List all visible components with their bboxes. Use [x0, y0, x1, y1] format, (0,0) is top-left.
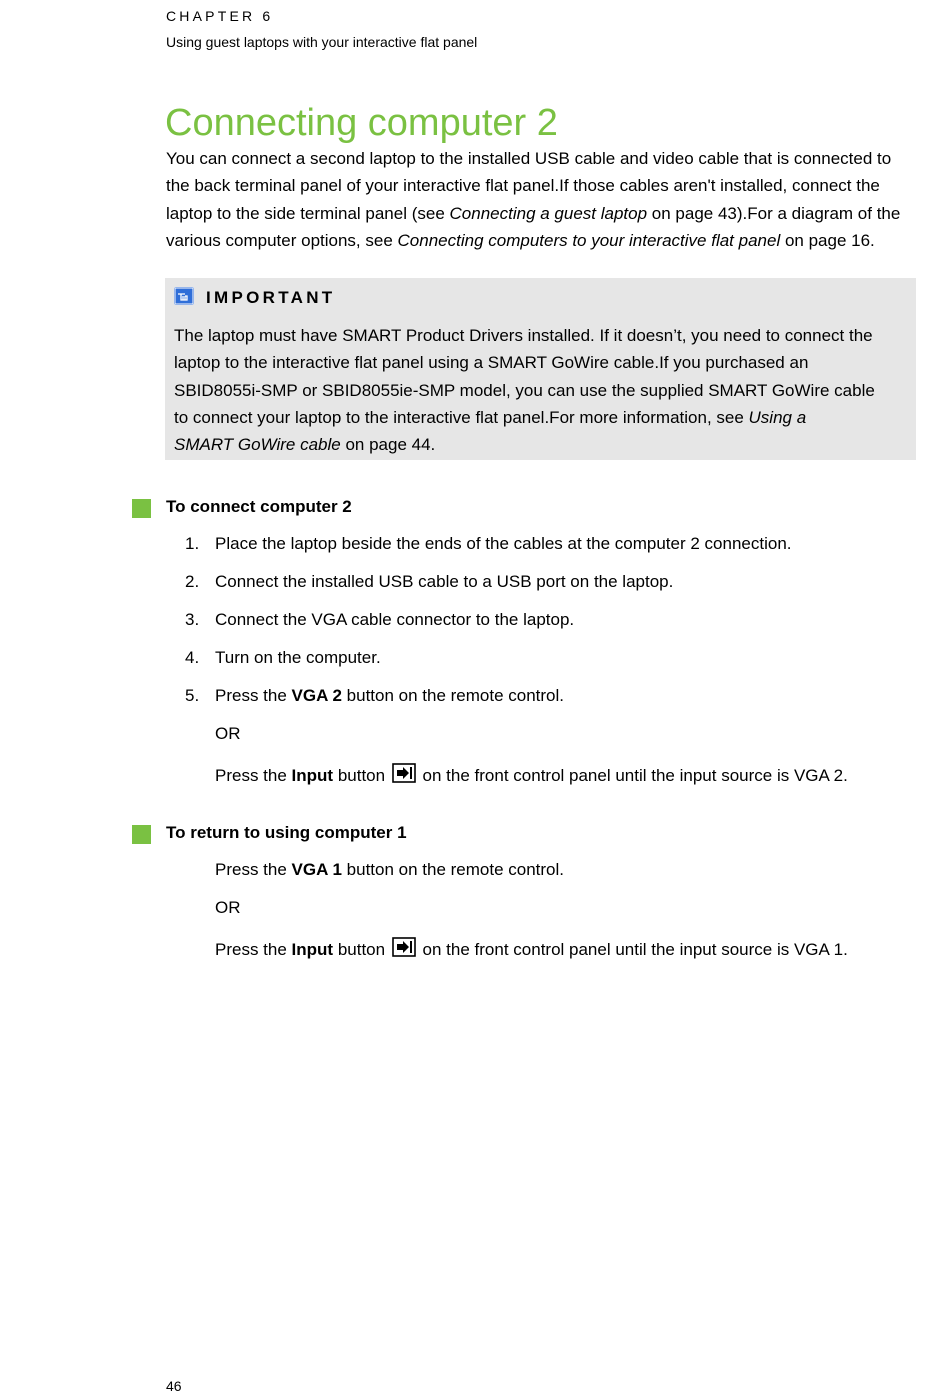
step-number: 2.: [185, 572, 200, 591]
procedure-marker-icon: [132, 499, 151, 518]
step-text: Turn on the computer.: [215, 648, 381, 667]
panel-button-name: Input: [291, 766, 334, 785]
input-button-icon: [392, 937, 416, 957]
step-number: 4.: [185, 648, 200, 667]
alternative-step: Press the Input button on the front control panel until the input source is VGA 2.: [215, 763, 848, 786]
note-line: The laptop must have SMART Product Drivers installed. If it doesn’t, you need to connect the: [174, 326, 873, 345]
important-heading: IMPORTANT: [206, 288, 336, 307]
procedure-heading: To return to using computer 1: [166, 823, 407, 842]
list-item: [185, 534, 792, 554]
list-item: [185, 572, 674, 592]
note-line: to connect your laptop to the interactive flat panel.For more information, see Using a: [174, 407, 807, 427]
important-note: [165, 278, 916, 460]
or-separator: OR: [215, 724, 241, 743]
chapter-label: CHAPTER 6: [166, 8, 274, 24]
chapter-title: Using guest laptops with your interactive flat panel: [166, 34, 478, 50]
step-text: Connect the installed USB cable to a USB port on the laptop.: [215, 572, 674, 591]
step-text: Place the laptop beside the ends of the cables at the computer 2 connection.: [215, 534, 792, 553]
note-line: laptop to the interactive flat panel using a SMART GoWire cable.If you purchased an: [174, 353, 809, 373]
list-item: [185, 610, 575, 630]
step-text: Connect the VGA cable connector to the laptop.: [215, 610, 575, 629]
list-item: [185, 648, 381, 668]
intro-paragraph: [166, 145, 916, 254]
step-number: 3.: [185, 610, 200, 629]
note-line: SBID8055i-SMP or SBID8055ie-SMP model, you can use the supplied SMART GoWire cable: [174, 380, 875, 400]
cross-reference-link[interactable]: Connecting a guest laptop: [449, 203, 648, 223]
input-button-icon: [392, 763, 416, 783]
intro-line: laptop to the side terminal panel (see Connecting a guest laptop on page 43).For a diagram of the: [166, 203, 901, 223]
procedure-marker-icon: [132, 825, 151, 844]
panel-button-name: Input: [291, 940, 334, 959]
section-title: Connecting computer 2: [165, 102, 558, 144]
intro-line: various computer options, see Connecting computers to your interactive flat panel on page 16.: [166, 230, 875, 250]
intro-line: the back terminal panel of your interactive flat panel.If those cables aren't installed, connect the: [166, 176, 880, 196]
cross-reference-link[interactable]: SMART GoWire cable: [174, 435, 341, 455]
important-body: [174, 322, 909, 458]
cross-reference-link[interactable]: Using a: [748, 407, 807, 427]
remote-button-name: VGA 2: [291, 686, 342, 705]
procedure-step: Press the VGA 1 button on the remote control.: [215, 860, 565, 879]
step-number: 5.: [185, 686, 200, 705]
intro-line: You can connect a second laptop to the installed USB cable and video cable that is connected to: [166, 149, 892, 168]
remote-button-name: VGA 1: [291, 860, 342, 879]
list-item: 5. Press the VGA 2 button on the remote control.: [185, 686, 565, 705]
or-separator: OR: [215, 898, 241, 917]
page-number: 46: [166, 1378, 182, 1394]
note-line: SMART GoWire cable on page 44.: [174, 435, 436, 455]
hand-pointer-icon: [174, 287, 194, 305]
alternative-step: Press the Input button on the front control panel until the input source is VGA 1.: [215, 937, 848, 960]
cross-reference-link[interactable]: Connecting computers to your interactive flat panel: [397, 230, 781, 250]
step-number: 1.: [185, 534, 200, 553]
procedure-heading: To connect computer 2: [166, 497, 352, 516]
